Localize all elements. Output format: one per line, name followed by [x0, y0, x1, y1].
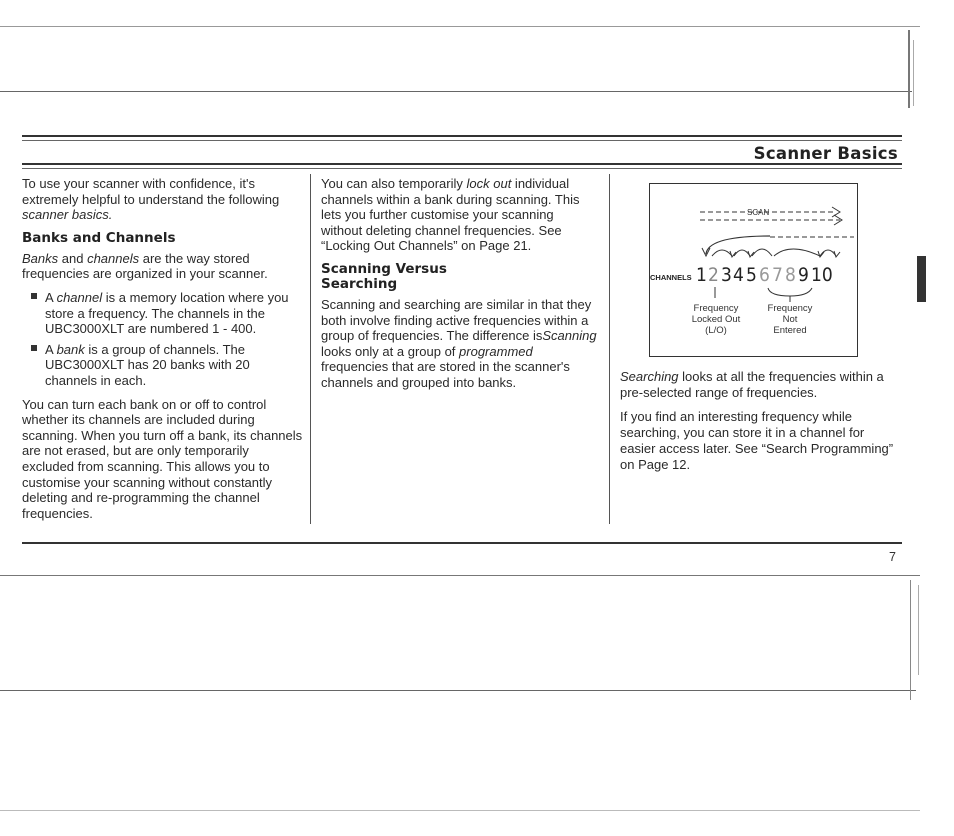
section-heading-scanning-vs-searching: Scanning Versus Searching [321, 260, 447, 292]
section-heading-banks-channels: Banks and Channels [22, 229, 176, 246]
scan-artifact-line [910, 580, 911, 700]
scan-artifact-line [0, 575, 920, 576]
list-item-channel: A channel is a memory location where you store a frequency. The channels in the UBC3000XLT are numbered 1 - 400. [22, 290, 304, 337]
channel-number-3: 3 [721, 264, 732, 286]
scanning-paragraph: Scanning and searching are similar in that they both involve finding active frequencies within a group of frequencies. The difference isScanning looks only at a group of programmed frequencies that are stored in the scanner's channels and grouped into banks. [321, 296, 597, 390]
channel-number-4: 4 [733, 264, 744, 286]
channel-number-1: 1 [696, 264, 707, 286]
scan-artifact-line [0, 91, 912, 92]
channels-label: CHANNELS [650, 273, 692, 282]
scan-artifact-line [0, 26, 920, 27]
scan-artifact-line [0, 810, 920, 811]
scan-artifact-line [913, 40, 914, 106]
column-1 [22, 176, 304, 529]
channel-number-2: 2 [708, 264, 719, 286]
header-rule-bottom2 [22, 168, 902, 169]
header-rule-bottom [22, 163, 902, 165]
page-title: Scanner Basics [753, 144, 898, 163]
column-2 [321, 176, 597, 399]
bank-toggle-paragraph: You can turn each bank on or off to control whether its channels are included during scanning. When you turn off a bank, its channels are not erased, but are only temporarily excluded from scanning. This allows you to customise your scanning without constantly deleting and re-programming the channel frequencies. [22, 396, 303, 521]
scan-diagram [649, 183, 858, 357]
header-rule-mid [22, 140, 902, 141]
page-number: 7 [889, 550, 896, 564]
not-entered-label: Frequency Not Entered [767, 303, 813, 336]
list-item-bank: A bank is a group of channels. The UBC3000XLT has 20 banks with 20 channels in each. [22, 342, 304, 389]
column-divider [310, 174, 311, 524]
channel-number-6: 6 [759, 264, 770, 286]
scan-artifact-line [908, 30, 910, 108]
locked-out-label: Frequency Locked Out (L/O) [691, 303, 741, 336]
channel-number-9: 9 [798, 264, 809, 286]
scan-artifact-line [918, 585, 919, 675]
channel-number-8: 8 [785, 264, 796, 286]
channel-number-7: 7 [772, 264, 783, 286]
channel-number-5: 5 [746, 264, 757, 286]
searching-paragraph: Searching looks at all the frequencies within a pre-selected range of frequencies. [620, 369, 884, 400]
column-3 [620, 369, 900, 481]
scan-artifact-line [0, 690, 916, 691]
bullet-marker [31, 345, 37, 351]
column-divider [609, 174, 610, 524]
footer-rule [22, 542, 902, 544]
channel-number-10: 10 [811, 264, 833, 286]
bullet-marker [31, 293, 37, 299]
scan-label: SCAN [747, 208, 770, 217]
lockout-paragraph: You can also temporarily lock out individual channels within a bank during scanning. This lets you further customise your scanning without deleting channel frequencies. See “Locking Out Channels” on Page 21. [321, 176, 580, 254]
header-rule-top [22, 135, 902, 137]
search-store-paragraph: If you find an interesting frequency while searching, you can store it in a channel for easier access later. See “Search Programming” on Page 12. [620, 409, 894, 472]
definition-paragraph: Banks and channels are the way stored frequencies are organized in your scanner. [22, 250, 268, 282]
side-tab-marker [917, 256, 926, 302]
intro-paragraph: To use your scanner with confidence, it's extremely helpful to understand the following scanner basics. [22, 176, 280, 223]
